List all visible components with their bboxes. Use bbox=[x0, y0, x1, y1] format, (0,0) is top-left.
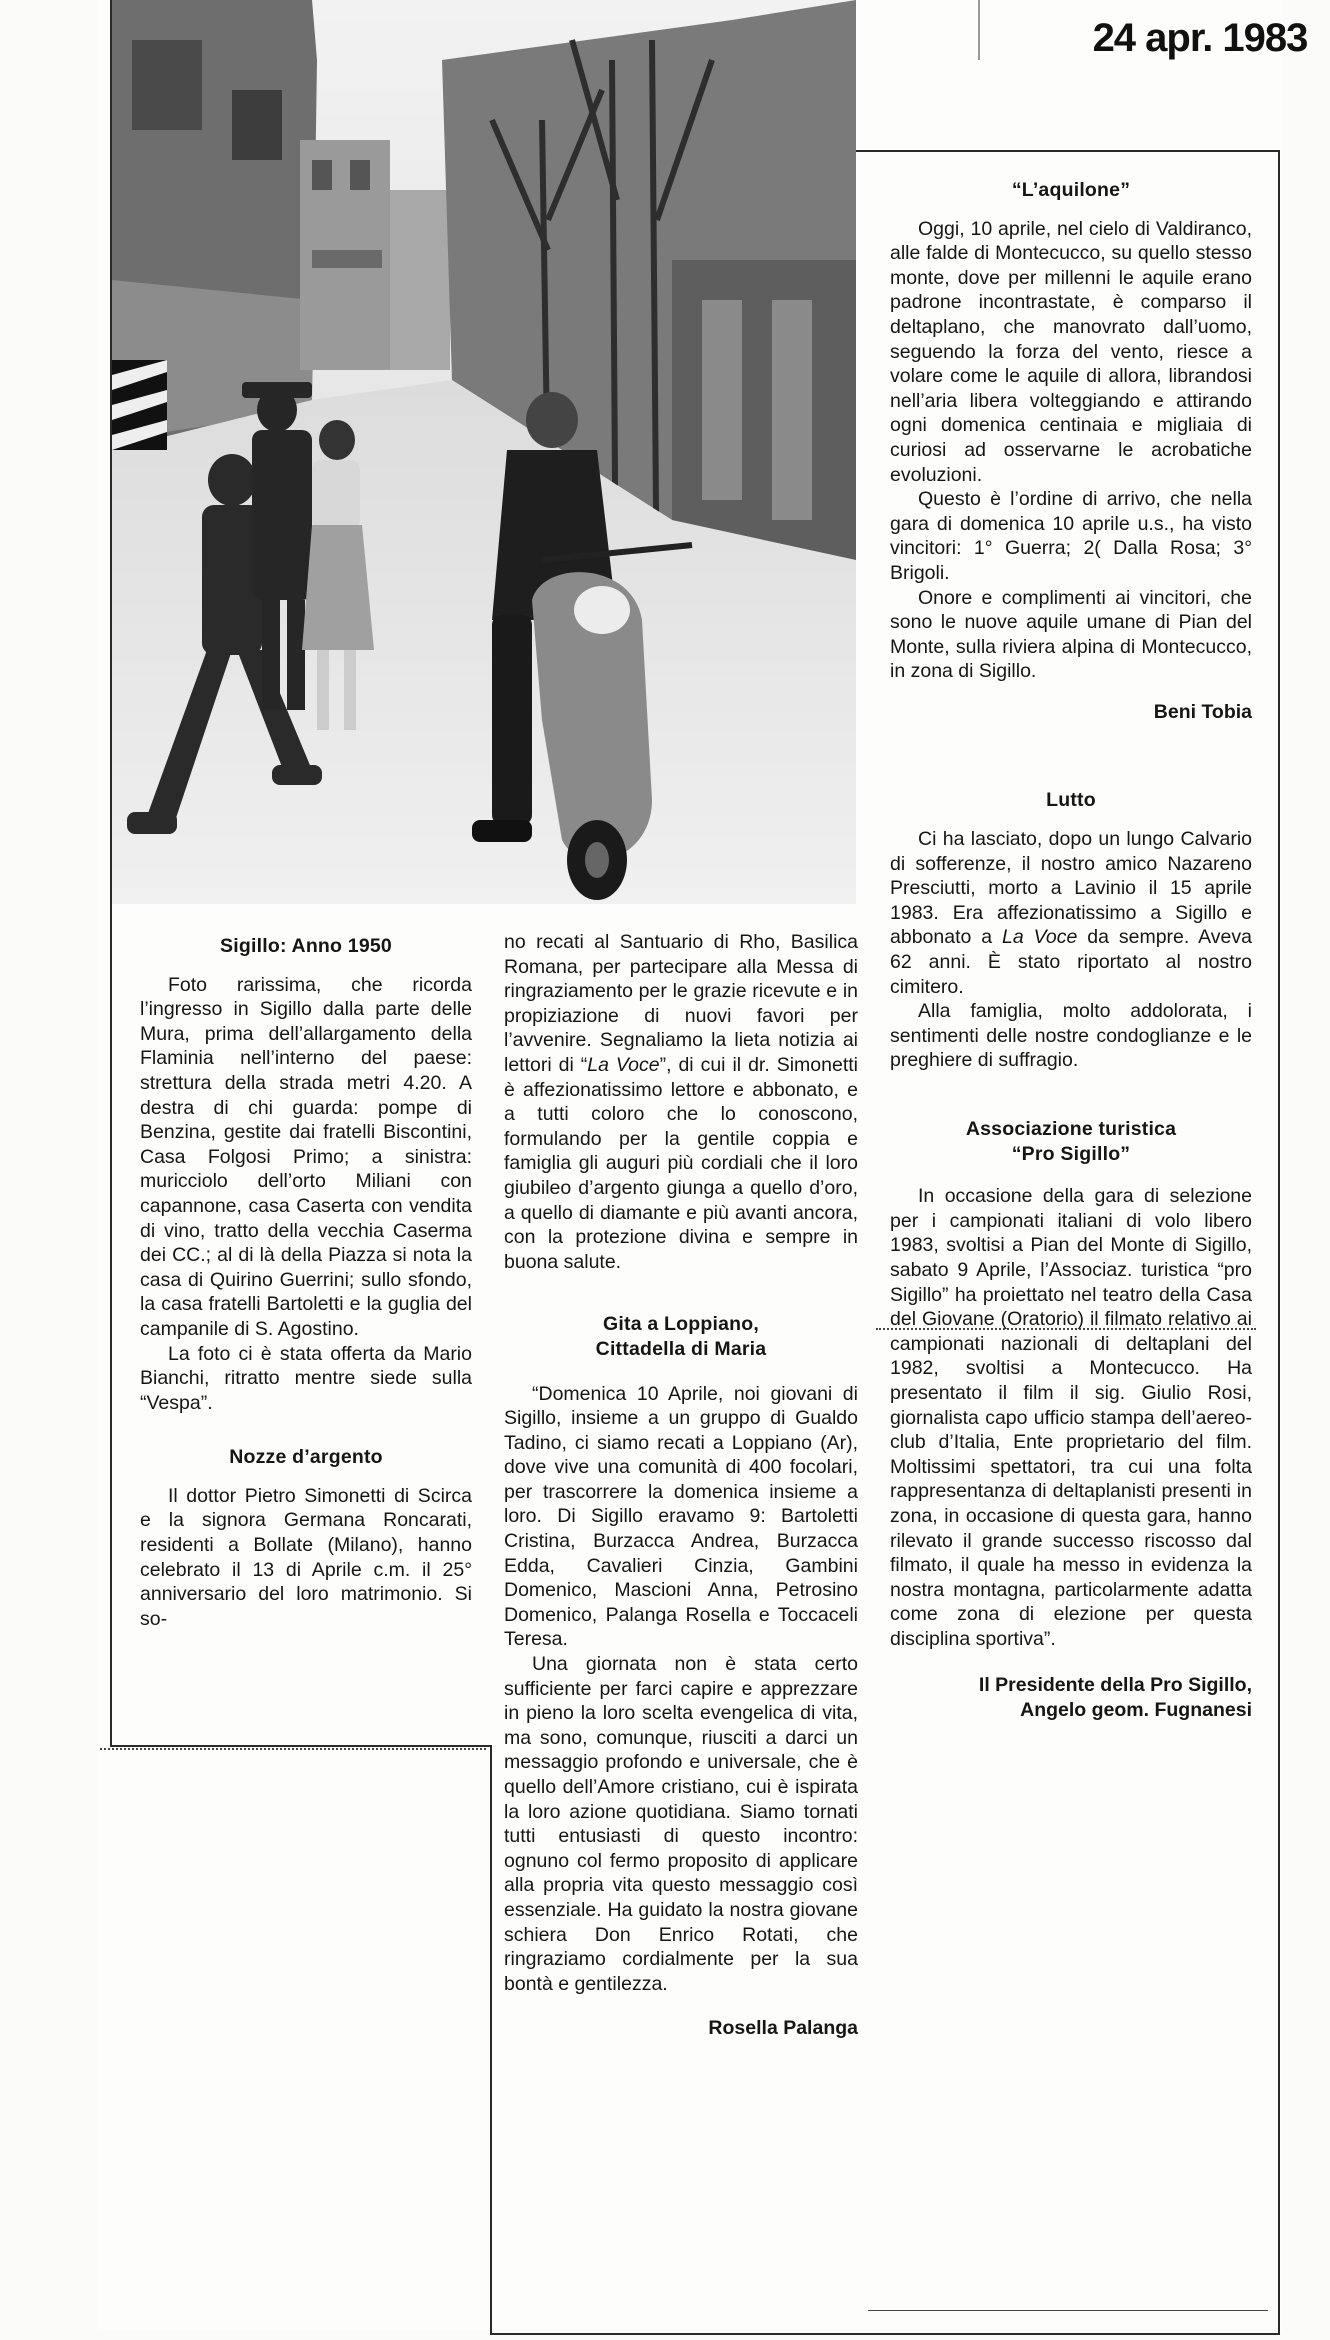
newspaper-name: La Voce bbox=[1002, 926, 1078, 949]
article-paragraph: La foto ci è stata offerta da Mario Bianchi, ritratto mentre siede sulla “Vespa”. bbox=[140, 1342, 472, 1414]
column-1 bbox=[140, 934, 472, 1631]
clip-edge-bottom-left bbox=[110, 1745, 490, 1747]
column-2 bbox=[504, 930, 858, 2041]
clip-edge-bottom bbox=[490, 2333, 1280, 2335]
author-signature: Il Presidente della Pro Sigillo, Angelo geom. Fugnanesi bbox=[978, 1674, 1252, 1722]
article-title-lutto: Lutto bbox=[1046, 789, 1096, 812]
article-paragraph: Onore e complimenti ai vincitori, che sono le nuove aquile umane di Pian del Monte, sulla riviera alpina di Montecucco, in zona di Sigillo. bbox=[890, 586, 1252, 683]
article-paragraph: Alla famiglia, molto addolorata, i sentimenti delle nostre condoglianze e le preghiere di suffragio. bbox=[890, 1000, 1252, 1072]
article-paragraph: Il dottor Pietro Simonetti di Scirca e la signora Germana Roncarati, residenti a Bollate (Milano), hanno celebrato il 13 di Aprile c.m. il 25° anniversario del loro matrimonio. Si so- bbox=[140, 1484, 472, 1630]
article-paragraph: Ci ha lasciato, dopo un lungo Calvario di sofferenze, il nostro amico Nazareno Presciutti, morto a Lavinio il 15 aprile 1983. Era affezionatissimo a Sigillo e abbonato a La Voce da sempre. Aveva 62 anni. È stato riportato al nostro cimitero. bbox=[890, 828, 1252, 998]
street-photo-icon bbox=[112, 0, 856, 904]
column-3 bbox=[890, 178, 1252, 1723]
article-title-sigillo: Sigillo: Anno 1950 bbox=[220, 935, 392, 957]
article-paragraph: no recati al Santuario di Rho, Basilica Romana, per partecipare alla Messa di ringraziamento per le grazie ricevute e in propiziazione di nuovi favori per l’avvenire. Segnaliamo la lieta notizia ai lettori di “La Voce”, di cui il dr. Simonetti è affezionatissimo lettore e abbonato, e a tutti coloro che lo conoscono, formulando per la gentile coppia e famiglia gli auguri più cordiali che il loro giubileo d’argento giunga a quello d’oro, a quello di diamante e più avanti ancora, con la protezione divina e sempre in buona salute. bbox=[504, 931, 858, 1273]
clipping-date: 24 apr. 1983 bbox=[1092, 16, 1308, 60]
date-slip-edge bbox=[978, 0, 980, 60]
article-title-nozze: Nozze d’argento bbox=[229, 1446, 383, 1469]
author-signature: Rosella Palanga bbox=[708, 2017, 858, 2040]
article-title-aquilone: “L’aquilone” bbox=[1011, 179, 1131, 201]
street-photo bbox=[112, 0, 856, 904]
dotted-separator bbox=[100, 1748, 486, 1750]
article-paragraph: Questo è l’ordine di arrivo, che nella gara di domenica 10 aprile u.s., ha visto vincitori: 1° Guerra; 2( Dalla Rosa; 3° Brigoli. bbox=[890, 488, 1252, 584]
article-paragraph: Oggi, 10 aprile, nel cielo di Valdiranco, alle falde di Montecucco, su quello stesso monte, dove per millenni le aquile erano padrone incontrastate, è comparso il deltaplano, che manovrato dall’uomo, seguendo la forza del vento, riesce a volare come le aquile di allora, librandosi nell’aria libera volteggiando e attirando ogni domenica centinaia e migliaia di curiosi ad osservarne le acrobatiche evoluzioni. bbox=[890, 217, 1252, 486]
author-signature: Beni Tobia bbox=[1153, 700, 1252, 723]
clip-edge-mid bbox=[490, 1745, 492, 2335]
article-title-gita: Gita a Loppiano, Cittadella di Maria bbox=[595, 1313, 767, 1360]
article-paragraph: Una giornata non è stata certo sufficiente per farci capire e apprezzare in pieno la loro scelta evengelica di vita, ma sono, comunque, riusciti a darci un messaggio profondo e universale, che è quello dell’Amore cristiano, cui è ispirata la loro azione quotidiana. Siamo tornati tutti entusiasti di questo incontro: ognuno col fermo proposito di applicare alla propria vita questo messaggio così essenziale. Ha guidato la nostra giovane schiera Don Enrico Rotati, che ringraziamo cordialmente per la sua bontà e gentilezza. bbox=[504, 1653, 858, 1995]
clip-edge-right bbox=[1278, 150, 1280, 2335]
dotted-separator bbox=[876, 1328, 1256, 1330]
newspaper-name: La Voce bbox=[587, 1053, 660, 1076]
article-title-pro-sigillo: Associazione turistica “Pro Sigillo” bbox=[965, 1118, 1177, 1165]
article-paragraph: Foto rarissima, che ricorda l’ingresso in Sigillo dalla parte delle Mura, prima dell’allargamento della Flaminia nell’interno del paese: strettura della strada metri 4.20. A destra di chi guarda: pompe di Benzina, gestite dai fratelli Biscontini, Casa Folgosi Primo; a sinistra: muricciolo dell’orto Miliani con capannone, casa Caserta con vendita di vino, tratto della vecchia Caserma dei CC.; al di là della Piazza si nota la casa di Quirino Guerrini; sullo sfondo, la casa fratelli Bartoletti e la guglia del campanile di S. Agostino. bbox=[140, 973, 472, 1340]
article-paragraph: In occasione della gara di selezione per i campionati italiani di volo libero 1983, svoltisi a Pian del Monte di Sigillo, sabato 9 Aprile, l’Associaz. turistica “pro Sigillo” ha proiettato nel teatro della Casa del Giovane (Oratorio) il filmato relativo ai campionati nazionali di deltaplani del 1982, svoltisi a Montecucco. Ha presentato il film il sig. Giulio Rosi, giornalista capo ufficio stampa dell’aereo-club d’Italia, Ente proprietario del film. Moltissimi spettatori, tra cui una folta rappresentanza di deltaplanisti presenti in zona, in occasione di questa gara, hanno rilevato il grande successo riscosso dal filmato, il quale ha messo in evidenza la nostra montagna, particolarmente adatta come zona di elezione per questa disciplina sportiva”. bbox=[890, 1185, 1252, 1650]
article-paragraph: “Domenica 10 Aprile, noi giovani di Sigillo, insieme a un gruppo di Gualdo Tadino, ci siamo recati a Loppiano (Ar), dove vive una comunità di 400 focolari, per trascorrere la domenica insieme a loro. Di Sigillo eravamo 9: Bartoletti Cristina, Burzacca Andrea, Burzacca Edda, Cavalieri Cinzia, Gambini Domenico, Mascioni Anna, Petrosino Domenico, Palanga Rosella e Toccaceli Teresa. bbox=[504, 1382, 858, 1651]
bottom-rule bbox=[868, 2310, 1268, 2311]
clip-edge-top-right bbox=[856, 150, 1280, 152]
